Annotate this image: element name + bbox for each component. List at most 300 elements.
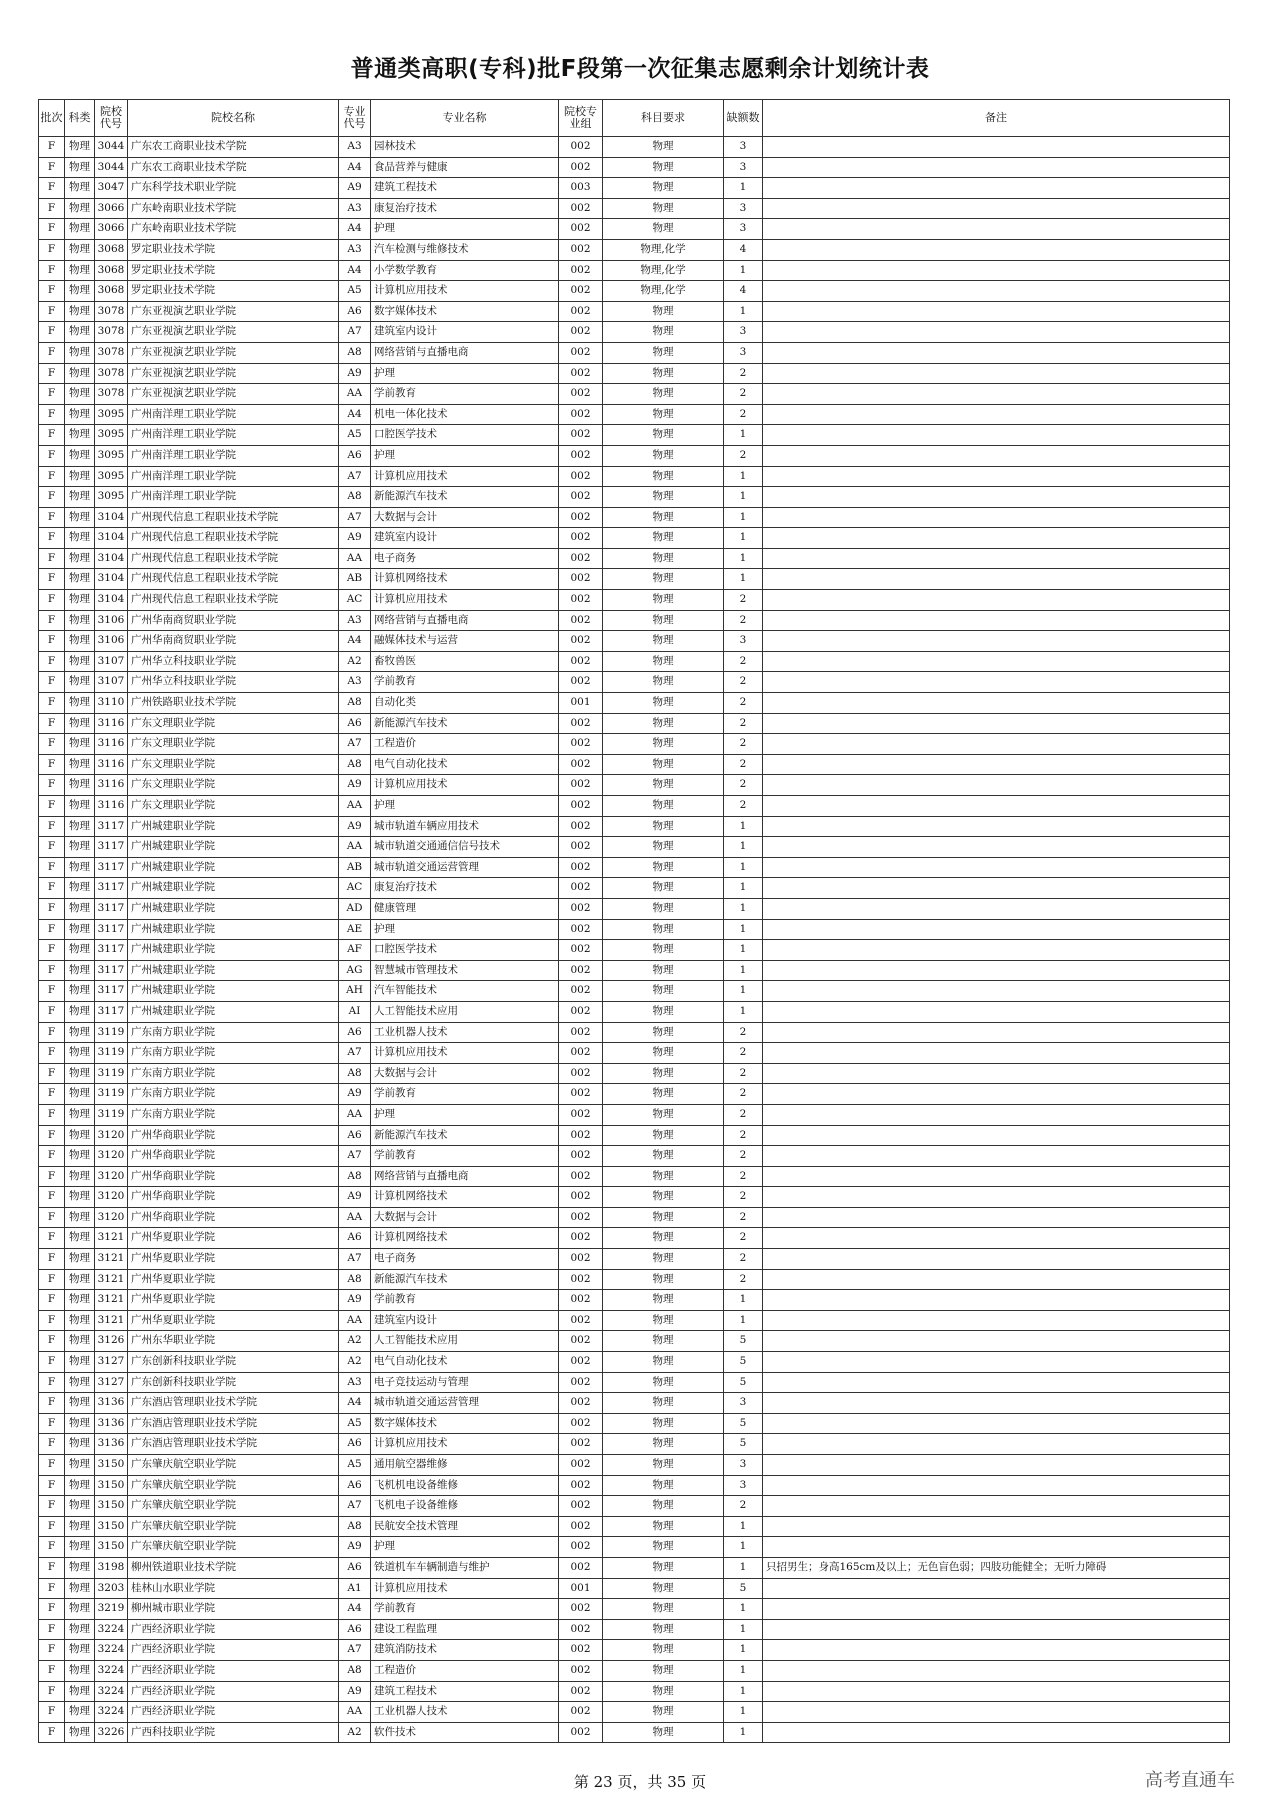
cell-batch: F [39,1063,65,1084]
table-row [39,981,1230,1002]
cell-vacancy: 2 [724,1063,763,1084]
cell-subject-req: 物理 [603,960,724,981]
cell-subject-type: 物理 [65,878,95,899]
cell-subject-type: 物理 [65,1619,95,1640]
cell-school-code: 3119 [95,1043,128,1064]
cell-remarks [763,1434,1230,1455]
table-row [39,1496,1230,1517]
cell-subject-req: 物理 [603,1372,724,1393]
cell-vacancy: 5 [724,1413,763,1434]
cell-batch: F [39,569,65,590]
cell-major-name: 电子商务 [371,548,559,569]
cell-major-name: 学前教育 [371,1290,559,1311]
cell-remarks [763,1640,1230,1661]
cell-major-name: 数字媒体技术 [371,1413,559,1434]
cell-school-code: 3136 [95,1434,128,1455]
cell-subject-type: 物理 [65,1063,95,1084]
cell-major-name: 工业机器人技术 [371,1022,559,1043]
cell-subject-type: 物理 [65,796,95,817]
cell-subject-req: 物理 [603,1022,724,1043]
table-row [39,1475,1230,1496]
cell-subject-req: 物理 [603,157,724,178]
cell-subject-type: 物理 [65,816,95,837]
cell-batch: F [39,1516,65,1537]
cell-major-group: 002 [559,281,603,302]
cell-batch: F [39,919,65,940]
cell-batch: F [39,1352,65,1373]
cell-subject-req: 物理 [603,1619,724,1640]
cell-school-code: 3119 [95,1063,128,1084]
cell-subject-type: 物理 [65,198,95,219]
header-subject-type: 科类 [65,100,95,137]
table-row [39,301,1230,322]
cell-subject-req: 物理 [603,1475,724,1496]
cell-batch: F [39,1496,65,1517]
cell-major-code: A7 [339,1146,371,1167]
cell-subject-type: 物理 [65,487,95,508]
cell-school-code: 3068 [95,260,128,281]
cell-school-name: 广州现代信息工程职业技术学院 [128,548,339,569]
cell-subject-req: 物理 [603,775,724,796]
cell-major-name: 口腔医学技术 [371,425,559,446]
cell-major-code: A8 [339,693,371,714]
cell-major-name: 智慧城市管理技术 [371,960,559,981]
cell-school-code: 3150 [95,1475,128,1496]
cell-remarks [763,507,1230,528]
cell-major-group: 002 [559,1290,603,1311]
cell-remarks [763,1619,1230,1640]
cell-subject-type: 物理 [65,1475,95,1496]
cell-vacancy: 1 [724,466,763,487]
cell-subject-type: 物理 [65,425,95,446]
cell-subject-req: 物理 [603,445,724,466]
cell-remarks [763,1372,1230,1393]
cell-major-code: A2 [339,1352,371,1373]
cell-subject-type: 物理 [65,1372,95,1393]
cell-subject-type: 物理 [65,651,95,672]
cell-batch: F [39,1001,65,1022]
cell-major-code: AC [339,590,371,611]
table-row [39,1578,1230,1599]
cell-subject-type: 物理 [65,1084,95,1105]
cell-batch: F [39,1331,65,1352]
cell-subject-type: 物理 [65,281,95,302]
cell-remarks [763,1249,1230,1270]
cell-major-code: AA [339,384,371,405]
cell-school-name: 广州城建职业学院 [128,940,339,961]
cell-major-name: 计算机网络技术 [371,1228,559,1249]
cell-subject-type: 物理 [65,569,95,590]
table-row [39,198,1230,219]
cell-remarks [763,1187,1230,1208]
cell-major-code: A3 [339,239,371,260]
watermark: 高考直通车 [1145,1770,1235,1791]
table-row [39,1722,1230,1743]
cell-major-name: 机电一体化技术 [371,404,559,425]
cell-subject-req: 物理 [603,1001,724,1022]
cell-school-name: 广东肇庆航空职业学院 [128,1475,339,1496]
cell-major-code: A7 [339,466,371,487]
cell-major-name: 护理 [371,219,559,240]
cell-remarks [763,1063,1230,1084]
cell-vacancy: 2 [724,1125,763,1146]
cell-school-name: 广州城建职业学院 [128,878,339,899]
cell-major-group: 003 [559,178,603,199]
page-number: 第 23 页，共 35 页 [573,1773,707,1791]
cell-school-code: 3120 [95,1207,128,1228]
cell-subject-type: 物理 [65,1516,95,1537]
cell-vacancy: 2 [724,713,763,734]
cell-remarks [763,528,1230,549]
cell-school-code: 3104 [95,590,128,611]
cell-major-name: 人工智能技术应用 [371,1331,559,1352]
cell-major-name: 学前教育 [371,384,559,405]
cell-subject-type: 物理 [65,322,95,343]
cell-vacancy: 2 [724,1496,763,1517]
cell-batch: F [39,610,65,631]
cell-major-name: 大数据与会计 [371,1063,559,1084]
cell-major-name: 康复治疗技术 [371,878,559,899]
plan-table [38,99,1230,1743]
cell-subject-req: 物理 [603,1084,724,1105]
cell-subject-type: 物理 [65,837,95,858]
cell-remarks [763,960,1230,981]
cell-batch: F [39,816,65,837]
table-row [39,1681,1230,1702]
cell-major-code: A4 [339,1599,371,1620]
cell-major-code: A9 [339,1187,371,1208]
table-row [39,754,1230,775]
cell-school-code: 3066 [95,198,128,219]
cell-major-name: 健康管理 [371,898,559,919]
table-row [39,528,1230,549]
cell-major-name: 民航安全技术管理 [371,1516,559,1537]
cell-major-code: A6 [339,445,371,466]
cell-major-group: 002 [559,1619,603,1640]
cell-batch: F [39,342,65,363]
cell-vacancy: 2 [724,404,763,425]
cell-school-name: 广东农工商职业技术学院 [128,157,339,178]
cell-major-code: A9 [339,775,371,796]
cell-subject-type: 物理 [65,693,95,714]
cell-school-name: 广州南洋理工职业学院 [128,466,339,487]
cell-school-code: 3136 [95,1413,128,1434]
cell-remarks [763,1660,1230,1681]
cell-subject-req: 物理,化学 [603,239,724,260]
cell-subject-type: 物理 [65,363,95,384]
cell-major-name: 新能源汽车技术 [371,1269,559,1290]
cell-batch: F [39,239,65,260]
header-major-name: 专业名称 [371,100,559,137]
cell-vacancy: 1 [724,1310,763,1331]
cell-vacancy: 1 [724,1537,763,1558]
cell-school-name: 广州城建职业学院 [128,1001,339,1022]
table-row [39,940,1230,961]
cell-school-name: 广东亚视演艺职业学院 [128,301,339,322]
cell-major-group: 002 [559,590,603,611]
cell-subject-type: 物理 [65,590,95,611]
cell-batch: F [39,1187,65,1208]
cell-major-group: 002 [559,1022,603,1043]
cell-subject-req: 物理 [603,1413,724,1434]
cell-major-name: 电气自动化技术 [371,1352,559,1373]
cell-major-group: 002 [559,1557,603,1578]
cell-subject-type: 物理 [65,1352,95,1373]
cell-vacancy: 1 [724,960,763,981]
cell-major-name: 计算机应用技术 [371,281,559,302]
cell-school-name: 广西经济职业学院 [128,1660,339,1681]
cell-vacancy: 5 [724,1434,763,1455]
cell-remarks [763,1269,1230,1290]
cell-school-code: 3198 [95,1557,128,1578]
cell-vacancy: 2 [724,1187,763,1208]
cell-school-name: 广东亚视演艺职业学院 [128,322,339,343]
cell-vacancy: 3 [724,219,763,240]
cell-school-name: 广东南方职业学院 [128,1104,339,1125]
cell-school-name: 广东南方职业学院 [128,1022,339,1043]
cell-major-code: A4 [339,631,371,652]
cell-subject-type: 物理 [65,260,95,281]
cell-major-code: AA [339,796,371,817]
cell-school-name: 广东肇庆航空职业学院 [128,1496,339,1517]
cell-vacancy: 1 [724,1001,763,1022]
cell-batch: F [39,404,65,425]
cell-batch: F [39,796,65,817]
cell-batch: F [39,754,65,775]
cell-vacancy: 1 [724,1557,763,1578]
table-row [39,137,1230,158]
cell-batch: F [39,837,65,858]
cell-major-name: 学前教育 [371,672,559,693]
cell-major-code: AB [339,857,371,878]
cell-vacancy: 1 [724,507,763,528]
table-header-row [39,100,1230,137]
cell-major-code: AB [339,569,371,590]
cell-major-group: 002 [559,301,603,322]
cell-major-code: A6 [339,1434,371,1455]
cell-batch: F [39,219,65,240]
cell-school-code: 3150 [95,1537,128,1558]
table-row [39,672,1230,693]
cell-major-name: 护理 [371,445,559,466]
cell-remarks [763,1166,1230,1187]
cell-school-code: 3117 [95,878,128,899]
cell-vacancy: 1 [724,1640,763,1661]
cell-major-code: A3 [339,137,371,158]
cell-subject-type: 物理 [65,528,95,549]
cell-major-code: A6 [339,1557,371,1578]
table-row [39,857,1230,878]
cell-batch: F [39,1310,65,1331]
cell-batch: F [39,1207,65,1228]
cell-vacancy: 3 [724,322,763,343]
table-row [39,1166,1230,1187]
cell-vacancy: 5 [724,1352,763,1373]
cell-major-group: 002 [559,1146,603,1167]
cell-remarks [763,857,1230,878]
cell-subject-type: 物理 [65,1496,95,1517]
cell-major-name: 通用航空器维修 [371,1455,559,1476]
cell-major-group: 002 [559,1228,603,1249]
cell-subject-type: 物理 [65,1043,95,1064]
cell-major-group: 002 [559,548,603,569]
cell-batch: F [39,1269,65,1290]
cell-major-name: 网络营销与直播电商 [371,342,559,363]
cell-vacancy: 1 [724,898,763,919]
cell-batch: F [39,178,65,199]
table-body [39,137,1230,1743]
cell-school-code: 3120 [95,1125,128,1146]
table-row [39,1228,1230,1249]
cell-school-name: 广州华夏职业学院 [128,1249,339,1270]
header-major-group: 院校专业组 [559,100,603,137]
cell-batch: F [39,301,65,322]
table-row [39,157,1230,178]
cell-school-code: 3150 [95,1455,128,1476]
cell-subject-req: 物理 [603,528,724,549]
table-row [39,1640,1230,1661]
cell-subject-type: 物理 [65,1207,95,1228]
cell-major-group: 002 [559,1187,603,1208]
cell-batch: F [39,1290,65,1311]
cell-subject-type: 物理 [65,1022,95,1043]
cell-remarks [763,445,1230,466]
cell-school-code: 3095 [95,404,128,425]
cell-major-group: 002 [559,1269,603,1290]
cell-vacancy: 3 [724,137,763,158]
cell-major-name: 护理 [371,796,559,817]
cell-major-name: 网络营销与直播电商 [371,1166,559,1187]
cell-vacancy: 2 [724,1269,763,1290]
cell-subject-req: 物理 [603,1269,724,1290]
cell-major-name: 铁道机车车辆制造与维护 [371,1557,559,1578]
table-row [39,878,1230,899]
cell-vacancy: 4 [724,239,763,260]
cell-batch: F [39,466,65,487]
cell-subject-type: 物理 [65,1578,95,1599]
table-row [39,1434,1230,1455]
cell-school-code: 3117 [95,1001,128,1022]
cell-school-code: 3117 [95,981,128,1002]
cell-subject-req: 物理 [603,1557,724,1578]
cell-major-group: 002 [559,919,603,940]
cell-batch: F [39,1475,65,1496]
cell-school-code: 3150 [95,1496,128,1517]
cell-major-name: 融媒体技术与运营 [371,631,559,652]
cell-subject-req: 物理 [603,137,724,158]
cell-school-name: 广东肇庆航空职业学院 [128,1516,339,1537]
cell-subject-req: 物理 [603,1290,724,1311]
cell-remarks [763,775,1230,796]
cell-vacancy: 2 [724,384,763,405]
cell-batch: F [39,1455,65,1476]
cell-subject-type: 物理 [65,1187,95,1208]
cell-subject-type: 物理 [65,239,95,260]
cell-subject-type: 物理 [65,1455,95,1476]
cell-major-group: 002 [559,1681,603,1702]
cell-school-code: 3120 [95,1166,128,1187]
cell-school-name: 广东南方职业学院 [128,1084,339,1105]
cell-subject-req: 物理 [603,1331,724,1352]
cell-major-group: 002 [559,1722,603,1743]
cell-school-name: 广西经济职业学院 [128,1619,339,1640]
cell-school-code: 3106 [95,631,128,652]
cell-major-code: A7 [339,1640,371,1661]
cell-remarks [763,754,1230,775]
cell-batch: F [39,1702,65,1723]
cell-batch: F [39,1393,65,1414]
cell-school-name: 罗定职业技术学院 [128,260,339,281]
cell-major-code: A9 [339,816,371,837]
cell-vacancy: 3 [724,157,763,178]
cell-subject-type: 物理 [65,775,95,796]
cell-subject-req: 物理 [603,1207,724,1228]
cell-school-code: 3116 [95,754,128,775]
cell-batch: F [39,548,65,569]
cell-major-name: 口腔医学技术 [371,940,559,961]
cell-major-group: 002 [559,363,603,384]
cell-major-name: 计算机应用技术 [371,466,559,487]
cell-school-code: 3078 [95,301,128,322]
table-row [39,1001,1230,1022]
cell-major-code: A3 [339,1372,371,1393]
cell-remarks [763,569,1230,590]
cell-school-name: 广西经济职业学院 [128,1702,339,1723]
cell-batch: F [39,137,65,158]
cell-batch: F [39,281,65,302]
cell-school-code: 3044 [95,157,128,178]
cell-school-name: 广州南洋理工职业学院 [128,445,339,466]
cell-major-code: A8 [339,1516,371,1537]
cell-subject-req: 物理 [603,425,724,446]
cell-remarks [763,342,1230,363]
cell-subject-type: 物理 [65,1557,95,1578]
cell-school-code: 3219 [95,1599,128,1620]
cell-major-group: 002 [559,1372,603,1393]
cell-major-code: A4 [339,157,371,178]
cell-remarks [763,1537,1230,1558]
cell-subject-req: 物理 [603,1125,724,1146]
table-row [39,1249,1230,1270]
cell-subject-type: 物理 [65,1331,95,1352]
cell-batch: F [39,672,65,693]
cell-school-name: 罗定职业技术学院 [128,239,339,260]
cell-remarks [763,1310,1230,1331]
cell-batch: F [39,713,65,734]
cell-remarks [763,548,1230,569]
cell-major-code: AE [339,919,371,940]
cell-subject-req: 物理 [603,466,724,487]
cell-major-group: 002 [559,445,603,466]
cell-subject-req: 物理 [603,1496,724,1517]
cell-major-code: A6 [339,1125,371,1146]
cell-school-code: 3224 [95,1619,128,1640]
cell-major-group: 002 [559,1249,603,1270]
header-school-code: 院校代号 [95,100,128,137]
cell-remarks [763,239,1230,260]
cell-subject-type: 物理 [65,445,95,466]
cell-subject-req: 物理 [603,1187,724,1208]
cell-remarks [763,260,1230,281]
cell-remarks [763,363,1230,384]
header-remarks: 备注 [763,100,1230,137]
cell-major-group: 001 [559,693,603,714]
cell-major-group: 002 [559,610,603,631]
cell-school-name: 柳州铁道职业技术学院 [128,1557,339,1578]
cell-batch: F [39,1599,65,1620]
cell-major-name: 学前教育 [371,1599,559,1620]
cell-major-name: 汽车智能技术 [371,981,559,1002]
